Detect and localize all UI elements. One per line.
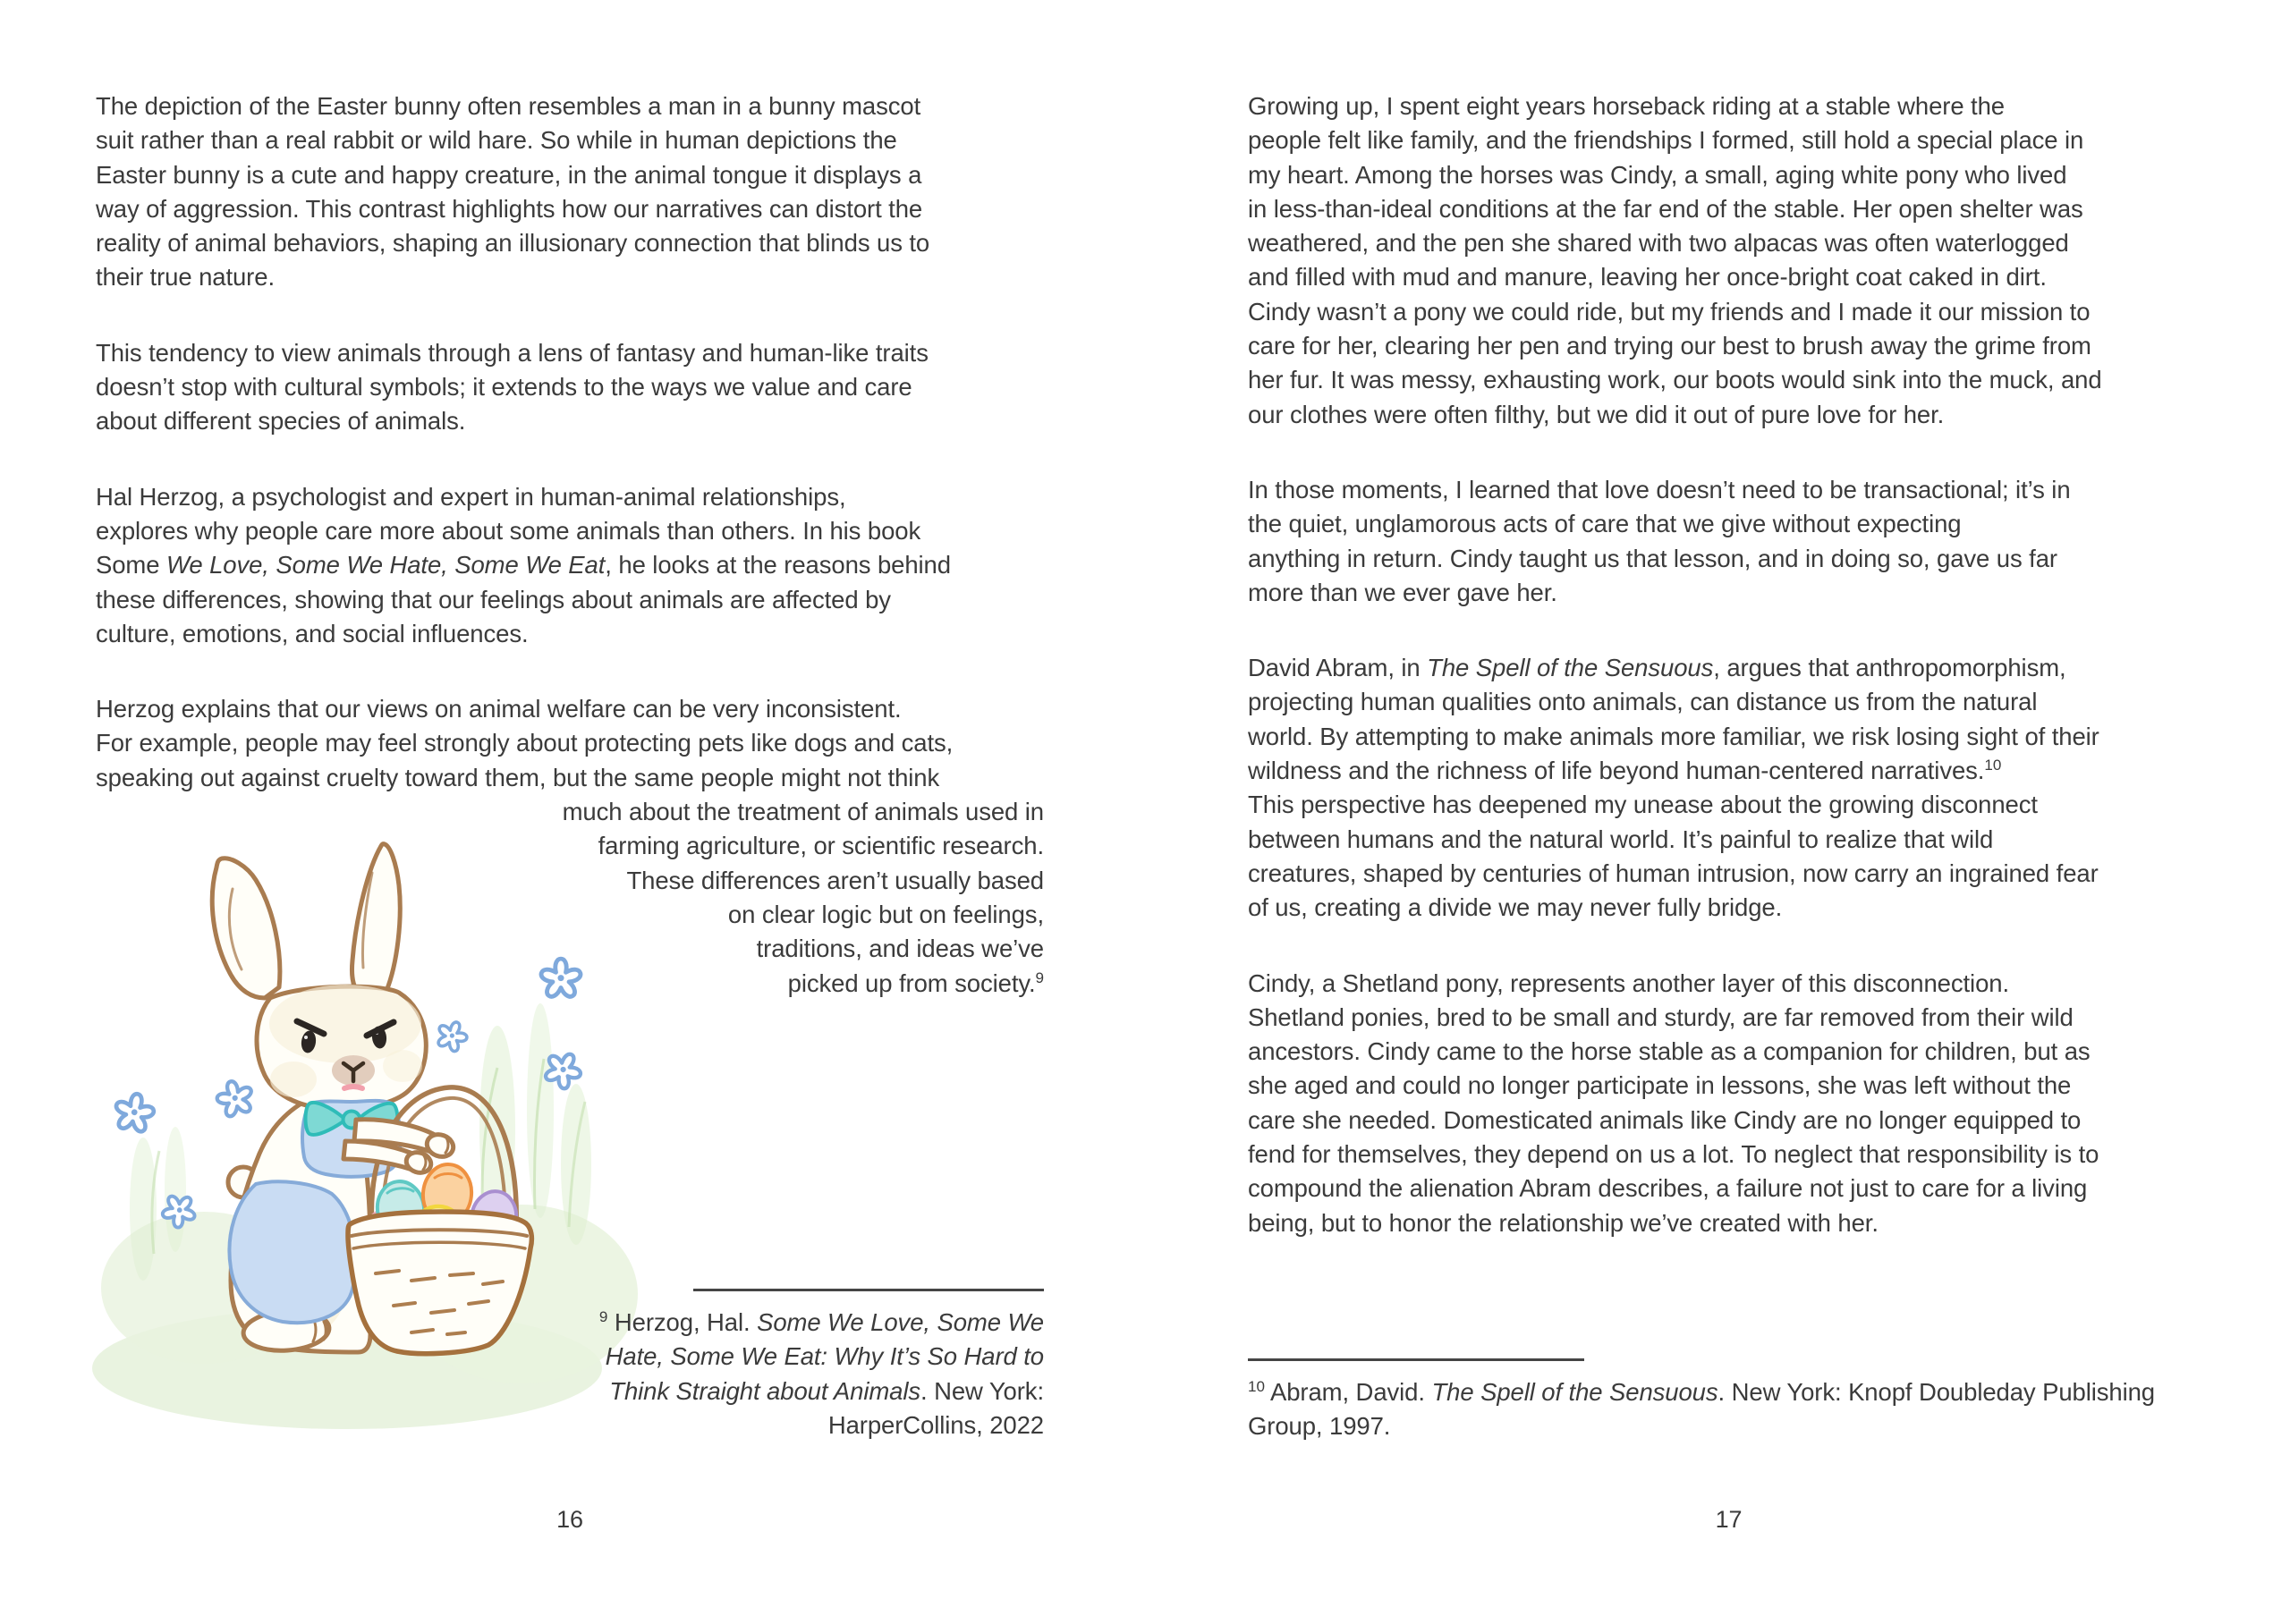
text-line: much about the treatment of animals used in — [562, 798, 1044, 826]
text-line: these differences, showing that our feelings about animals are affected by — [96, 585, 891, 613]
text-line: our clothes were often filthy, but we did it out of pure love for her. — [1248, 400, 1945, 428]
text-line: people felt like family, and the friendships I formed, still hold a special place in — [1248, 126, 2084, 155]
text-line: wildness and the richness of life beyond human-centered narratives.$^{10}$ — [1248, 756, 2002, 785]
text-line: The depiction of the Easter bunny often resembles a man in a bunny mascot — [96, 92, 921, 120]
text-line: This tendency to view animals through a lens of fantasy and human-like traits — [96, 338, 929, 367]
paragraph-cindy-shetland — [1248, 967, 2209, 1240]
footnote-herzog — [96, 1289, 1044, 1442]
footnote-abram — [1248, 1358, 2209, 1444]
text-line: traditions, and ideas we’ve — [756, 935, 1044, 963]
right-text-column — [1248, 89, 2209, 1281]
text-line: care for her, clearing her pen and trying our best to brush away the grime from — [1248, 332, 2091, 360]
text-line: compound the alienation Abram describes, a failure not just to care for a living — [1248, 1174, 2088, 1203]
text-line: David Abram, in The Spell of the Sensuous, argues that anthropomorphism, — [1248, 654, 2066, 682]
text-line: Growing up, I spent eight years horseback riding at a stable where the — [1248, 92, 2005, 120]
text-line: HarperCollins, 2022 — [827, 1410, 1044, 1439]
paragraph-herzog-explains — [96, 692, 1044, 795]
text-line: $^{10}$ Abram, David. The Spell of the Sensuous. New York: Knopf Doubleday Publishing — [1248, 1377, 2155, 1406]
text-line: my heart. Among the horses was Cindy, a small, aging white pony who lived — [1248, 160, 2067, 189]
paragraph-hal-herzog — [96, 480, 1044, 651]
page-number-right: 17 — [1715, 1506, 1743, 1533]
text-line: her fur. It was messy, exhausting work, our boots would sink into the muck, and — [1248, 366, 2102, 394]
paragraph-easter-bunny-depiction — [96, 89, 1044, 295]
text-line: explores why people care more about some animals than others. In his book — [96, 516, 921, 545]
text-line: of us, creating a divide we may never fully bridge. — [1248, 893, 1783, 922]
text-line: anything in return. Cindy taught us that lesson, and in doing so, gave us far — [1248, 544, 2057, 572]
text-line: their true nature. — [96, 263, 275, 292]
text-line: farming agriculture, or scientific research. — [598, 832, 1044, 860]
text-line: Cindy wasn’t a pony we could ride, but my friends and I made it our mission to — [1248, 297, 2091, 326]
text-line: Think Straight about Animals. New York: — [609, 1376, 1044, 1405]
text-line: Cindy, a Shetland pony, represents another layer of this disconnection. — [1248, 968, 2009, 997]
text-line: For example, people may feel strongly about protecting pets like dogs and cats, — [96, 729, 954, 757]
text-line: $^9$ Herzog, Hal. Some We Love, Some We — [598, 1307, 1044, 1336]
footnote-rule — [1248, 1358, 1584, 1361]
text-line: and filled with mud and manure, leaving her once-bright coat caked in dirt. — [1248, 263, 2047, 292]
paragraph-david-abram — [1248, 651, 2209, 925]
text-line: Easter bunny is a cute and happy creature, in the animal tongue it displays a — [96, 160, 922, 189]
text-line: on clear logic but on feelings, — [727, 900, 1044, 928]
text-line: Hate, Some We Eat: Why It’s So Hard to — [605, 1342, 1044, 1371]
bunny-mouth — [344, 1087, 362, 1088]
text-line: Some We Love, Some We Hate, Some We Eat, he looks at the reasons behind — [96, 551, 951, 579]
text-line: weathered, and the pen she shared with two alpacas was often waterlogged — [1248, 229, 2069, 258]
footnote-rule — [693, 1289, 1044, 1291]
text-line: Shetland ponies, bred to be small and sturdy, are far removed from their wild — [1248, 1002, 2074, 1031]
text-line: in less-than-ideal conditions at the far end of the stable. Her open shelter was — [1248, 194, 2083, 223]
text-line: Herzog explains that our views on animal welfare can be very inconsistent. — [96, 695, 902, 723]
text-line: she aged and could no longer participate in lessons, she was left without the — [1248, 1071, 2072, 1100]
text-line: culture, emotions, and social influences. — [96, 619, 529, 647]
text-line: way of aggression. This contrast highlights how our narratives can distort the — [96, 194, 923, 223]
footnote-text — [96, 1306, 1044, 1442]
text-line: This perspective has deepened my unease about the growing disconnect — [1248, 791, 2038, 819]
paragraph-growing-up — [1248, 89, 2209, 432]
text-line: world. By attempting to make animals more familiar, we risk losing sight of their — [1248, 722, 2099, 750]
text-line: creatures, shaped by centuries of human intrusion, now carry an ingrained fear — [1248, 859, 2099, 887]
bunny-ears — [212, 844, 400, 998]
page-number-left: 16 — [556, 1506, 583, 1533]
footnote-text — [1248, 1375, 2209, 1444]
text-line: being, but to honor the relationship we’ve created with her. — [1248, 1208, 1879, 1237]
text-line: between humans and the natural world. It’s painful to realize that wild — [1248, 825, 1994, 853]
text-line: ancestors. Cindy came to the horse stable as a companion for children, but as — [1248, 1037, 2091, 1066]
text-line: In those moments, I learned that love doesn’t need to be transactional; it’s in — [1248, 475, 2071, 503]
text-line: Hal Herzog, a psychologist and expert in human-animal relationships, — [96, 482, 846, 511]
text-line: suit rather than a real rabbit or wild hare. So while in human depictions the — [96, 126, 897, 155]
text-line: fend for themselves, they depend on us a lot. To neglect that responsibility is to — [1248, 1140, 2099, 1169]
text-line: more than we ever gave her. — [1248, 578, 1557, 606]
paragraph-tendency — [96, 336, 1044, 439]
text-line: reality of animal behaviors, shaping an illusionary connection that blinds us to — [96, 229, 930, 258]
text-line: picked up from society.$^9$ — [787, 968, 1044, 997]
text-line: projecting human qualities onto animals, can distance us from the natural — [1248, 688, 2038, 716]
text-line: doesn’t stop with cultural symbols; it extends to the ways we value and care — [96, 373, 912, 402]
paragraph-those-moments — [1248, 473, 2209, 610]
text-line: about different species of animals. — [96, 407, 466, 436]
text-line: speaking out against cruelty toward them, but the same people might not think — [96, 763, 940, 791]
text-line: care she needed. Domesticated animals like Cindy are no longer equipped to — [1248, 1105, 2082, 1134]
text-line: Group, 1997. — [1248, 1412, 1391, 1441]
text-line: These differences aren’t usually based — [626, 866, 1044, 894]
text-line: the quiet, unglamorous acts of care that we give without expecting — [1248, 510, 1962, 538]
